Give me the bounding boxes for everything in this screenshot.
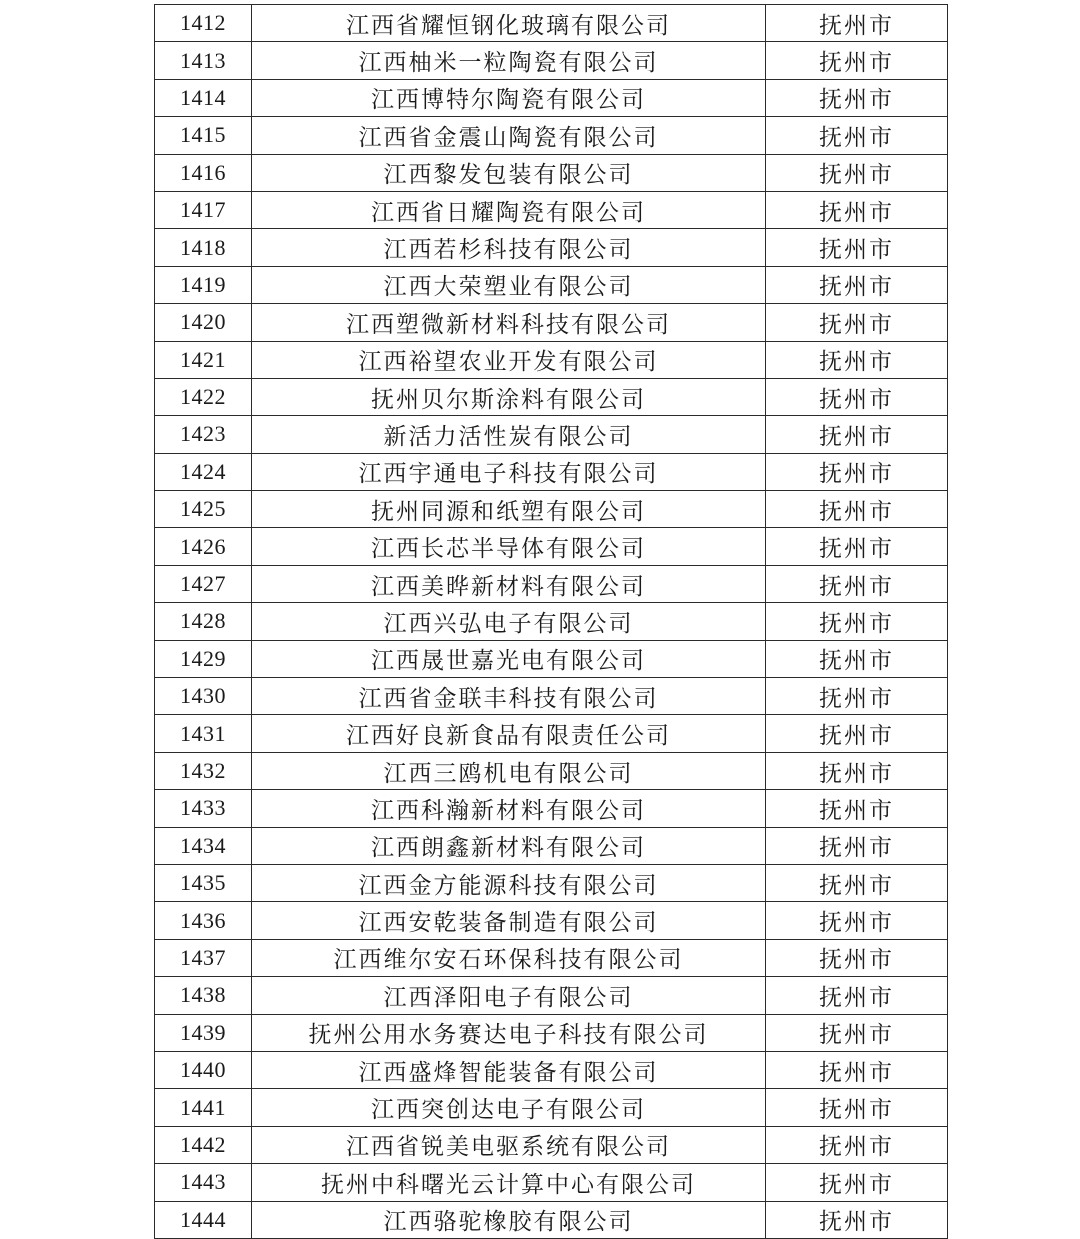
table-body xyxy=(155,5,948,1239)
row-number-cell: 1422 xyxy=(155,378,252,415)
table-row xyxy=(155,603,948,640)
city-cell: 抚州市 xyxy=(766,678,948,715)
city-cell: 抚州市 xyxy=(766,42,948,79)
row-number-cell: 1436 xyxy=(155,902,252,939)
row-number-cell: 1430 xyxy=(155,678,252,715)
table-row xyxy=(155,1089,948,1126)
city-cell: 抚州市 xyxy=(766,416,948,453)
row-number-cell: 1419 xyxy=(155,266,252,303)
company-name-cell: 江西朗鑫新材料有限公司 xyxy=(252,827,766,864)
company-name-cell: 江西盛烽智能装备有限公司 xyxy=(252,1051,766,1088)
city-cell: 抚州市 xyxy=(766,790,948,827)
table-row xyxy=(155,341,948,378)
company-name-cell: 江西晟世嘉光电有限公司 xyxy=(252,640,766,677)
row-number-cell: 1437 xyxy=(155,939,252,976)
company-list-table-wrapper xyxy=(154,4,944,1239)
table-row xyxy=(155,79,948,116)
city-cell: 抚州市 xyxy=(766,1201,948,1238)
company-name-cell: 江西维尔安石环保科技有限公司 xyxy=(252,939,766,976)
company-name-cell: 江西宇通电子科技有限公司 xyxy=(252,453,766,490)
city-cell: 抚州市 xyxy=(766,1089,948,1126)
company-name-cell: 江西裕望农业开发有限公司 xyxy=(252,341,766,378)
row-number-cell: 1442 xyxy=(155,1126,252,1163)
row-number-cell: 1427 xyxy=(155,565,252,602)
company-name-cell: 江西兴弘电子有限公司 xyxy=(252,603,766,640)
company-name-cell: 抚州中科曙光云计算中心有限公司 xyxy=(252,1164,766,1201)
company-name-cell: 江西突创达电子有限公司 xyxy=(252,1089,766,1126)
city-cell: 抚州市 xyxy=(766,191,948,228)
table-row xyxy=(155,902,948,939)
company-name-cell: 抚州公用水务赛达电子科技有限公司 xyxy=(252,1014,766,1051)
row-number-cell: 1435 xyxy=(155,864,252,901)
table-row xyxy=(155,229,948,266)
city-cell: 抚州市 xyxy=(766,341,948,378)
company-name-cell: 江西金方能源科技有限公司 xyxy=(252,864,766,901)
city-cell: 抚州市 xyxy=(766,565,948,602)
city-cell: 抚州市 xyxy=(766,752,948,789)
row-number-cell: 1418 xyxy=(155,229,252,266)
city-cell: 抚州市 xyxy=(766,117,948,154)
table-row xyxy=(155,678,948,715)
row-number-cell: 1415 xyxy=(155,117,252,154)
city-cell: 抚州市 xyxy=(766,378,948,415)
city-cell: 抚州市 xyxy=(766,827,948,864)
row-number-cell: 1432 xyxy=(155,752,252,789)
city-cell: 抚州市 xyxy=(766,154,948,191)
row-number-cell: 1412 xyxy=(155,5,252,42)
city-cell: 抚州市 xyxy=(766,939,948,976)
table-row xyxy=(155,191,948,228)
table-row xyxy=(155,790,948,827)
company-name-cell: 江西省金震山陶瓷有限公司 xyxy=(252,117,766,154)
table-row xyxy=(155,1126,948,1163)
row-number-cell: 1426 xyxy=(155,528,252,565)
row-number-cell: 1417 xyxy=(155,191,252,228)
row-number-cell: 1421 xyxy=(155,341,252,378)
company-name-cell: 江西美晔新材料有限公司 xyxy=(252,565,766,602)
row-number-cell: 1433 xyxy=(155,790,252,827)
table-row xyxy=(155,5,948,42)
table-row xyxy=(155,378,948,415)
company-list-table xyxy=(154,4,948,1239)
company-name-cell: 江西省锐美电驱系统有限公司 xyxy=(252,1126,766,1163)
row-number-cell: 1444 xyxy=(155,1201,252,1238)
table-row xyxy=(155,864,948,901)
city-cell: 抚州市 xyxy=(766,902,948,939)
row-number-cell: 1429 xyxy=(155,640,252,677)
row-number-cell: 1443 xyxy=(155,1164,252,1201)
company-name-cell: 江西安乾装备制造有限公司 xyxy=(252,902,766,939)
table-row xyxy=(155,42,948,79)
city-cell: 抚州市 xyxy=(766,5,948,42)
city-cell: 抚州市 xyxy=(766,1051,948,1088)
city-cell: 抚州市 xyxy=(766,229,948,266)
city-cell: 抚州市 xyxy=(766,1126,948,1163)
table-row xyxy=(155,416,948,453)
table-row xyxy=(155,304,948,341)
city-cell: 抚州市 xyxy=(766,715,948,752)
row-number-cell: 1414 xyxy=(155,79,252,116)
company-name-cell: 江西三鸥机电有限公司 xyxy=(252,752,766,789)
company-name-cell: 江西塑微新材料科技有限公司 xyxy=(252,304,766,341)
table-row xyxy=(155,491,948,528)
table-row xyxy=(155,266,948,303)
table-row xyxy=(155,939,948,976)
table-row xyxy=(155,453,948,490)
city-cell: 抚州市 xyxy=(766,977,948,1014)
table-row xyxy=(155,154,948,191)
table-row xyxy=(155,977,948,1014)
row-number-cell: 1424 xyxy=(155,453,252,490)
city-cell: 抚州市 xyxy=(766,640,948,677)
table-row xyxy=(155,1014,948,1051)
row-number-cell: 1413 xyxy=(155,42,252,79)
city-cell: 抚州市 xyxy=(766,864,948,901)
city-cell: 抚州市 xyxy=(766,491,948,528)
company-name-cell: 江西骆驼橡胶有限公司 xyxy=(252,1201,766,1238)
table-row xyxy=(155,827,948,864)
table-row xyxy=(155,1051,948,1088)
company-name-cell: 抚州同源和纸塑有限公司 xyxy=(252,491,766,528)
table-row xyxy=(155,640,948,677)
row-number-cell: 1428 xyxy=(155,603,252,640)
company-name-cell: 江西长芯半导体有限公司 xyxy=(252,528,766,565)
table-row xyxy=(155,565,948,602)
row-number-cell: 1434 xyxy=(155,827,252,864)
table-row xyxy=(155,752,948,789)
row-number-cell: 1440 xyxy=(155,1051,252,1088)
city-cell: 抚州市 xyxy=(766,304,948,341)
row-number-cell: 1438 xyxy=(155,977,252,1014)
company-name-cell: 新活力活性炭有限公司 xyxy=(252,416,766,453)
company-name-cell: 江西柚米一粒陶瓷有限公司 xyxy=(252,42,766,79)
company-name-cell: 江西泽阳电子有限公司 xyxy=(252,977,766,1014)
company-name-cell: 江西科瀚新材料有限公司 xyxy=(252,790,766,827)
city-cell: 抚州市 xyxy=(766,528,948,565)
company-name-cell: 江西省耀恒钢化玻璃有限公司 xyxy=(252,5,766,42)
row-number-cell: 1441 xyxy=(155,1089,252,1126)
table-row xyxy=(155,528,948,565)
table-row xyxy=(155,715,948,752)
row-number-cell: 1423 xyxy=(155,416,252,453)
company-name-cell: 江西黎发包装有限公司 xyxy=(252,154,766,191)
row-number-cell: 1439 xyxy=(155,1014,252,1051)
city-cell: 抚州市 xyxy=(766,1164,948,1201)
table-row xyxy=(155,117,948,154)
city-cell: 抚州市 xyxy=(766,79,948,116)
company-name-cell: 抚州贝尔斯涂料有限公司 xyxy=(252,378,766,415)
city-cell: 抚州市 xyxy=(766,453,948,490)
company-name-cell: 江西若杉科技有限公司 xyxy=(252,229,766,266)
company-name-cell: 江西好良新食品有限责任公司 xyxy=(252,715,766,752)
table-row xyxy=(155,1164,948,1201)
company-name-cell: 江西省金联丰科技有限公司 xyxy=(252,678,766,715)
city-cell: 抚州市 xyxy=(766,1014,948,1051)
row-number-cell: 1425 xyxy=(155,491,252,528)
table-row xyxy=(155,1201,948,1238)
company-name-cell: 江西博特尔陶瓷有限公司 xyxy=(252,79,766,116)
row-number-cell: 1431 xyxy=(155,715,252,752)
row-number-cell: 1420 xyxy=(155,304,252,341)
company-name-cell: 江西大荣塑业有限公司 xyxy=(252,266,766,303)
row-number-cell: 1416 xyxy=(155,154,252,191)
city-cell: 抚州市 xyxy=(766,603,948,640)
city-cell: 抚州市 xyxy=(766,266,948,303)
company-name-cell: 江西省日耀陶瓷有限公司 xyxy=(252,191,766,228)
